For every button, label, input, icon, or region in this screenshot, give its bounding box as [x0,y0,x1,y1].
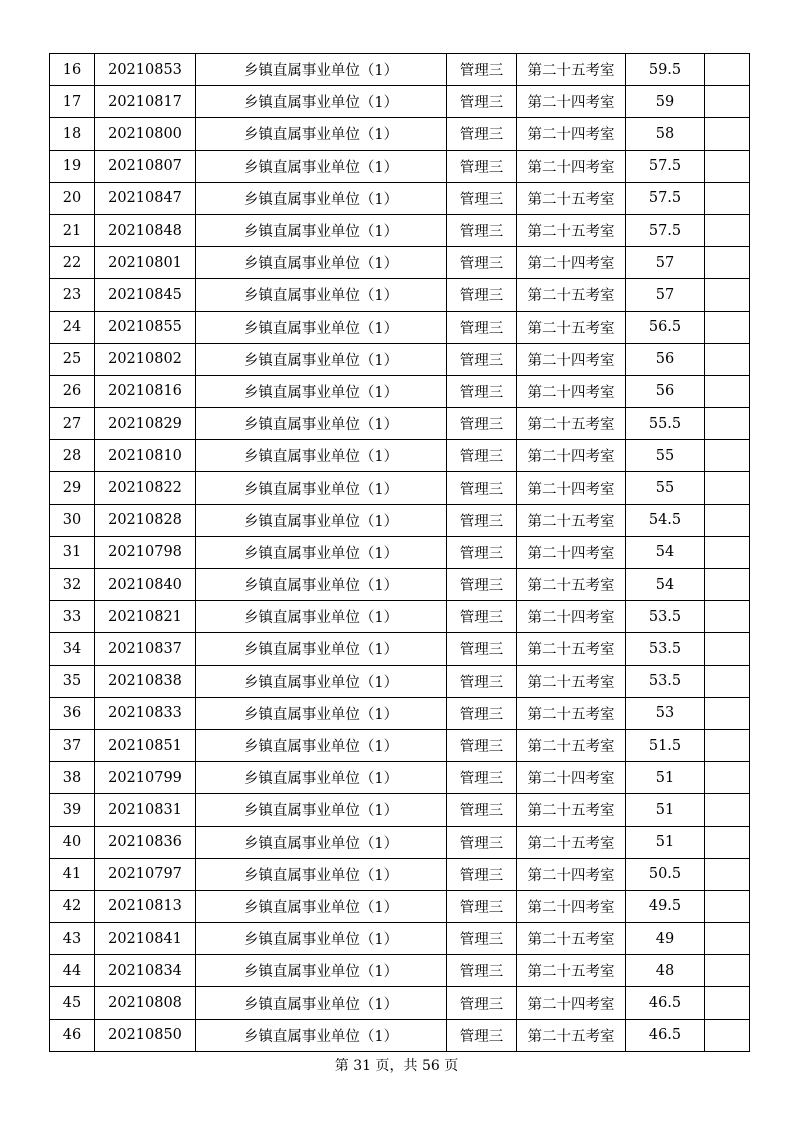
cell-note [705,826,750,858]
cell-unit: 乡镇直属事业单位（1） [196,150,447,182]
cell-exam-room: 第二十四考室 [517,762,626,794]
cell-note [705,633,750,665]
cell-unit: 乡镇直属事业单位（1） [196,408,447,440]
cell-note [705,890,750,922]
cell-seq: 19 [50,150,95,182]
table-row [50,375,750,407]
cell-position: 管理三 [447,601,517,633]
cell-exam-number: 20210853 [95,54,196,86]
cell-exam-number: 20210841 [95,923,196,955]
cell-exam-room: 第二十五考室 [517,826,626,858]
cell-exam-room: 第二十四考室 [517,375,626,407]
cell-exam-number: 20210831 [95,794,196,826]
cell-exam-number: 20210834 [95,955,196,987]
cell-position: 管理三 [447,987,517,1019]
cell-unit: 乡镇直属事业单位（1） [196,923,447,955]
cell-exam-room: 第二十四考室 [517,472,626,504]
results-table [49,53,750,1052]
cell-score: 53.5 [626,665,705,697]
cell-unit: 乡镇直属事业单位（1） [196,601,447,633]
cell-seq: 28 [50,440,95,472]
cell-score: 54.5 [626,504,705,536]
cell-position: 管理三 [447,504,517,536]
cell-score: 54 [626,569,705,601]
cell-note [705,86,750,118]
table-row [50,794,750,826]
cell-note [705,472,750,504]
cell-note [705,440,750,472]
cell-exam-number: 20210840 [95,569,196,601]
cell-unit: 乡镇直属事业单位（1） [196,472,447,504]
cell-position: 管理三 [447,1019,517,1051]
table-row [50,923,750,955]
cell-seq: 38 [50,762,95,794]
table-row [50,633,750,665]
cell-seq: 40 [50,826,95,858]
cell-note [705,569,750,601]
table-row [50,762,750,794]
cell-exam-room: 第二十五考室 [517,665,626,697]
cell-position: 管理三 [447,343,517,375]
cell-exam-room: 第二十五考室 [517,955,626,987]
cell-exam-room: 第二十四考室 [517,536,626,568]
cell-score: 57.5 [626,214,705,246]
cell-exam-number: 20210855 [95,311,196,343]
cell-note [705,54,750,86]
table-row [50,408,750,440]
cell-exam-room: 第二十五考室 [517,182,626,214]
table-row [50,247,750,279]
cell-exam-number: 20210837 [95,633,196,665]
cell-note [705,150,750,182]
cell-score: 55 [626,440,705,472]
cell-position: 管理三 [447,279,517,311]
cell-exam-number: 20210845 [95,279,196,311]
cell-position: 管理三 [447,182,517,214]
table-row [50,214,750,246]
table-row [50,311,750,343]
table-row [50,118,750,150]
cell-position: 管理三 [447,665,517,697]
cell-score: 56 [626,343,705,375]
cell-unit: 乡镇直属事业单位（1） [196,86,447,118]
cell-note [705,247,750,279]
cell-exam-room: 第二十四考室 [517,247,626,279]
cell-exam-number: 20210810 [95,440,196,472]
cell-score: 57 [626,247,705,279]
cell-exam-number: 20210828 [95,504,196,536]
cell-seq: 25 [50,343,95,375]
cell-score: 49 [626,923,705,955]
cell-score: 51 [626,762,705,794]
cell-seq: 27 [50,408,95,440]
table-row [50,150,750,182]
cell-position: 管理三 [447,923,517,955]
cell-score: 57.5 [626,182,705,214]
cell-position: 管理三 [447,762,517,794]
cell-unit: 乡镇直属事业单位（1） [196,54,447,86]
cell-position: 管理三 [447,247,517,279]
cell-exam-number: 20210799 [95,762,196,794]
cell-position: 管理三 [447,408,517,440]
cell-score: 46.5 [626,987,705,1019]
cell-position: 管理三 [447,214,517,246]
cell-position: 管理三 [447,440,517,472]
cell-score: 59.5 [626,54,705,86]
cell-exam-number: 20210808 [95,987,196,1019]
table-row [50,182,750,214]
cell-note [705,1019,750,1051]
cell-position: 管理三 [447,729,517,761]
cell-seq: 35 [50,665,95,697]
cell-note [705,955,750,987]
cell-note [705,343,750,375]
cell-position: 管理三 [447,86,517,118]
cell-exam-number: 20210800 [95,118,196,150]
cell-exam-room: 第二十四考室 [517,118,626,150]
cell-seq: 17 [50,86,95,118]
table-row [50,665,750,697]
cell-exam-room: 第二十四考室 [517,86,626,118]
cell-position: 管理三 [447,118,517,150]
table-row [50,987,750,1019]
table-row [50,504,750,536]
cell-position: 管理三 [447,569,517,601]
table-row [50,279,750,311]
cell-note [705,182,750,214]
cell-exam-number: 20210822 [95,472,196,504]
table-row [50,440,750,472]
cell-unit: 乡镇直属事业单位（1） [196,247,447,279]
cell-exam-room: 第二十四考室 [517,440,626,472]
cell-score: 54 [626,536,705,568]
cell-exam-room: 第二十五考室 [517,569,626,601]
cell-score: 57 [626,279,705,311]
cell-exam-number: 20210807 [95,150,196,182]
cell-note [705,987,750,1019]
cell-unit: 乡镇直属事业单位（1） [196,955,447,987]
cell-score: 51 [626,794,705,826]
table-row [50,343,750,375]
cell-seq: 31 [50,536,95,568]
cell-exam-room: 第二十五考室 [517,1019,626,1051]
cell-unit: 乡镇直属事业单位（1） [196,440,447,472]
cell-unit: 乡镇直属事业单位（1） [196,311,447,343]
table-row [50,955,750,987]
table-row [50,54,750,86]
cell-exam-number: 20210836 [95,826,196,858]
cell-note [705,762,750,794]
cell-score: 46.5 [626,1019,705,1051]
cell-seq: 45 [50,987,95,1019]
table-row [50,697,750,729]
cell-exam-number: 20210801 [95,247,196,279]
cell-exam-room: 第二十五考室 [517,214,626,246]
cell-score: 53.5 [626,633,705,665]
cell-note [705,697,750,729]
cell-exam-number: 20210821 [95,601,196,633]
cell-score: 48 [626,955,705,987]
cell-exam-room: 第二十五考室 [517,504,626,536]
cell-exam-room: 第二十五考室 [517,697,626,729]
cell-seq: 44 [50,955,95,987]
table-row [50,890,750,922]
cell-position: 管理三 [447,826,517,858]
cell-seq: 42 [50,890,95,922]
cell-note [705,729,750,761]
cell-position: 管理三 [447,697,517,729]
cell-position: 管理三 [447,536,517,568]
cell-seq: 29 [50,472,95,504]
table-row [50,826,750,858]
cell-exam-room: 第二十四考室 [517,343,626,375]
cell-note [705,858,750,890]
cell-seq: 22 [50,247,95,279]
table-row [50,536,750,568]
cell-unit: 乡镇直属事业单位（1） [196,375,447,407]
cell-score: 56.5 [626,311,705,343]
table-row [50,86,750,118]
cell-position: 管理三 [447,311,517,343]
cell-seq: 24 [50,311,95,343]
cell-score: 56 [626,375,705,407]
cell-position: 管理三 [447,633,517,665]
table-row [50,1019,750,1051]
cell-seq: 43 [50,923,95,955]
cell-exam-number: 20210802 [95,343,196,375]
cell-score: 59 [626,86,705,118]
cell-unit: 乡镇直属事业单位（1） [196,633,447,665]
cell-exam-room: 第二十四考室 [517,601,626,633]
table-row [50,729,750,761]
cell-position: 管理三 [447,955,517,987]
cell-seq: 36 [50,697,95,729]
cell-unit: 乡镇直属事业单位（1） [196,118,447,150]
page-footer: 第 31 页，共 56 页 [334,1058,459,1074]
cell-seq: 33 [50,601,95,633]
cell-unit: 乡镇直属事业单位（1） [196,1019,447,1051]
cell-exam-room: 第二十四考室 [517,987,626,1019]
cell-exam-number: 20210851 [95,729,196,761]
cell-position: 管理三 [447,472,517,504]
cell-seq: 26 [50,375,95,407]
table-row [50,569,750,601]
cell-seq: 18 [50,118,95,150]
cell-exam-room: 第二十五考室 [517,794,626,826]
cell-exam-number: 20210797 [95,858,196,890]
cell-exam-number: 20210813 [95,890,196,922]
cell-unit: 乡镇直属事业单位（1） [196,343,447,375]
cell-note [705,279,750,311]
cell-note [705,118,750,150]
cell-unit: 乡镇直属事业单位（1） [196,182,447,214]
cell-position: 管理三 [447,858,517,890]
cell-position: 管理三 [447,375,517,407]
table-row [50,858,750,890]
table-row [50,472,750,504]
cell-score: 51 [626,826,705,858]
cell-score: 55 [626,472,705,504]
cell-score: 53 [626,697,705,729]
cell-seq: 34 [50,633,95,665]
cell-note [705,536,750,568]
cell-seq: 30 [50,504,95,536]
cell-exam-room: 第二十五考室 [517,729,626,761]
table-row [50,601,750,633]
cell-unit: 乡镇直属事业单位（1） [196,279,447,311]
cell-note [705,665,750,697]
cell-score: 53.5 [626,601,705,633]
cell-unit: 乡镇直属事业单位（1） [196,504,447,536]
cell-note [705,504,750,536]
cell-seq: 37 [50,729,95,761]
cell-exam-room: 第二十五考室 [517,54,626,86]
cell-note [705,601,750,633]
cell-unit: 乡镇直属事业单位（1） [196,569,447,601]
cell-exam-number: 20210816 [95,375,196,407]
cell-score: 55.5 [626,408,705,440]
cell-unit: 乡镇直属事业单位（1） [196,697,447,729]
cell-seq: 16 [50,54,95,86]
cell-unit: 乡镇直属事业单位（1） [196,214,447,246]
cell-unit: 乡镇直属事业单位（1） [196,762,447,794]
cell-seq: 39 [50,794,95,826]
cell-exam-room: 第二十五考室 [517,408,626,440]
cell-exam-number: 20210833 [95,697,196,729]
cell-unit: 乡镇直属事业单位（1） [196,826,447,858]
cell-score: 57.5 [626,150,705,182]
cell-score: 49.5 [626,890,705,922]
cell-exam-room: 第二十五考室 [517,633,626,665]
cell-unit: 乡镇直属事业单位（1） [196,890,447,922]
cell-note [705,214,750,246]
cell-seq: 21 [50,214,95,246]
cell-exam-number: 20210838 [95,665,196,697]
cell-exam-number: 20210847 [95,182,196,214]
cell-position: 管理三 [447,890,517,922]
cell-note [705,923,750,955]
cell-exam-number: 20210829 [95,408,196,440]
cell-unit: 乡镇直属事业单位（1） [196,536,447,568]
cell-score: 58 [626,118,705,150]
table-body [50,54,750,1052]
cell-seq: 32 [50,569,95,601]
cell-position: 管理三 [447,54,517,86]
cell-seq: 23 [50,279,95,311]
cell-note [705,375,750,407]
cell-seq: 20 [50,182,95,214]
cell-exam-number: 20210850 [95,1019,196,1051]
cell-exam-room: 第二十四考室 [517,150,626,182]
cell-unit: 乡镇直属事业单位（1） [196,794,447,826]
cell-exam-number: 20210798 [95,536,196,568]
cell-unit: 乡镇直属事业单位（1） [196,665,447,697]
cell-note [705,311,750,343]
cell-exam-number: 20210848 [95,214,196,246]
cell-seq: 41 [50,858,95,890]
cell-exam-room: 第二十五考室 [517,279,626,311]
cell-position: 管理三 [447,150,517,182]
cell-seq: 46 [50,1019,95,1051]
cell-exam-room: 第二十五考室 [517,311,626,343]
cell-unit: 乡镇直属事业单位（1） [196,858,447,890]
cell-unit: 乡镇直属事业单位（1） [196,987,447,1019]
cell-exam-room: 第二十四考室 [517,890,626,922]
cell-position: 管理三 [447,794,517,826]
cell-exam-room: 第二十五考室 [517,923,626,955]
cell-exam-number: 20210817 [95,86,196,118]
cell-exam-room: 第二十四考室 [517,858,626,890]
cell-score: 51.5 [626,729,705,761]
cell-unit: 乡镇直属事业单位（1） [196,729,447,761]
cell-note [705,794,750,826]
cell-note [705,408,750,440]
cell-score: 50.5 [626,858,705,890]
